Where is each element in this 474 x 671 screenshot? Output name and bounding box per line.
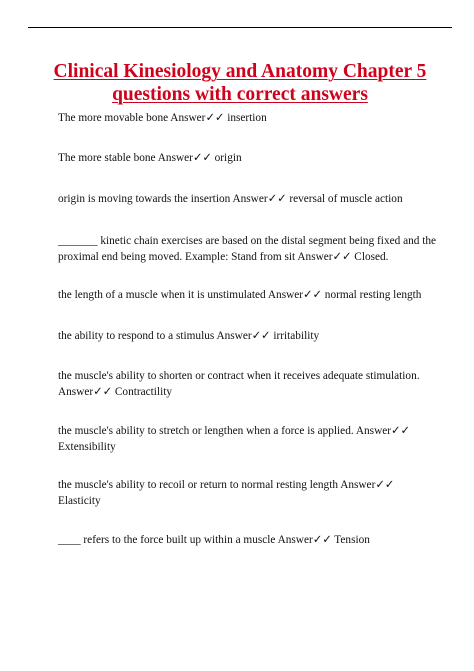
qa-item: the muscle's ability to stretch or lengthen when a force is applied. Answer✓✓ Extensibility [58,425,410,453]
qa-item: the length of a muscle when it is unstimulated Answer✓✓ normal resting length [58,289,422,301]
header-rule [28,27,452,28]
title-line-1: Clinical Kinesiology and Anatomy Chapter 5 [53,61,427,82]
qa-item: The more movable bone Answer✓✓ insertion [58,112,267,124]
qa-item: the ability to respond to a stimulus Answer✓✓ irritability [58,330,320,342]
qa-item: _______ kinetic chain exercises are based on the distal segment being fixed and the proximal end being moved. Example: Stand from sit Answer✓✓ Closed. [58,235,437,263]
document-title [40,60,440,106]
qa-item: the muscle's ability to shorten or contract when it receives adequate stimulation. Answer✓✓ Contractility [58,370,420,398]
qa-item: the muscle's ability to recoil or return to normal resting length Answer✓✓ Elasticity [58,479,395,507]
qa-item: ____ refers to the force built up within a muscle Answer✓✓ Tension [58,534,370,546]
title-line-2: questions with correct answers [112,84,368,105]
qa-item: origin is moving towards the insertion Answer✓✓ reversal of muscle action [58,193,403,205]
qa-item: The more stable bone Answer✓✓ origin [58,152,242,164]
